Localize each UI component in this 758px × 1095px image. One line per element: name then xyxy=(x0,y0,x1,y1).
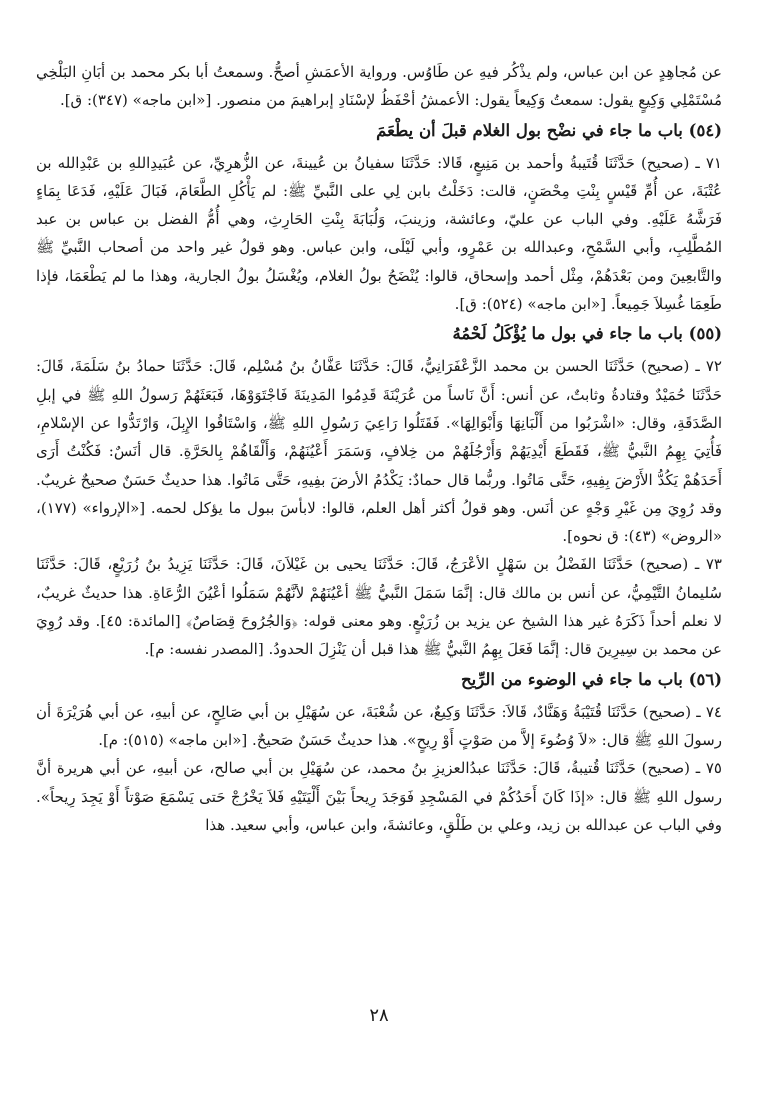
chapter-heading-54: (٥٤) باب ما جاء في نضْح بول الغلام قبلَ أن يطْعَمَ xyxy=(376,120,722,140)
hadith-74-paragraph: ٧٤ ـ (صحيح) حَدَّثَنَا قُتَيْبَةُ وَهَنَّادٌ، قَالاَ: حَدَّثَنَا وَكِيعٌ، عن شُعْبَةَ، عن سُهَيْلِ بن أبي صَالِحٍ، عن أبيهِ، عن أبي هُرَيْرَةَ أن رسولَ اللهِ ﷺ قال: «لاَ وُضُوءَ إلاَّ من صَوْتٍ أَوْ رِيحٍ». هذا حديثٌ حَسَنٌ صَحيحٌ. [«ابن ماجه» (٥١٥): م]. xyxy=(36,702,722,749)
hadith-71-paragraph: ٧١ ـ (صحيح) حَدَّثَنَا قُتَيبةُ وأحمد بن مَنِيعٍ، قَالا: حَدَّثَنَا سفيانُ بن عُيينةَ، عن الزُّهرِيِّ، عن عُبَيدِاللهِ بن عَبْدِالله بن عُتْبَةَ، عن أُمِّ قَيْسٍ بِنْتِ مِحْصَنٍ، قالت: دَخَلْتُ بابن لِي على النَّبيِّ ﷺ: لم يَأْكُلِ الطَّعَامَ، فَبَالَ عَلَيْهِ، فَدَعَا بِمَاءٍ فَرَشَّهُ عَلَيْهِ. وفي الباب عن عليّ، وعائشة، وزينبَ، وَلُبَابَةَ بِنْتِ الحَارِثِ، وهي أُمُّ الفضل بن عباس بن عبد المُطَّلِبِ، وأبي السَّمْحِ، وعبدالله بن عَمْرٍو، وأبي لَيْلَى، وابن عباس. وهو قولُ غير واحد من أصحاب النَّبيِّ ﷺ والتَّابعِينَ ومن بَعْدَهُمْ، مِثْل أحمد وإسحاق، قالوا: يُنْضَحُ بولُ الغلام، ويُغْسَلُ بولُ الجارية، وهذا ما لم يَطْعَمَا، فإذا طَعِمَا غُسِلاَ جَمِيعاً. [«ابن ماجه» (٥٢٤): ق]. xyxy=(36,153,722,314)
chapter-heading-55: (٥٥) باب ما جاء في بول ما يُؤْكَلُ لَحْمُهُ xyxy=(452,324,722,344)
hadith-75-paragraph: ٧٥ ـ (صحيح) حَدَّثَنَا قُتيبةُ، قَالَ: حَدَّثَنَا عبدُالعزيزِ بنُ محمد، عن سُهَيْلِ بن أبي صالح، عن أبيهِ، عن أبي هريرة أنَّ رسول اللهِ ﷺ قال: «إذَا كَانَ أَحَدُكُمْ في المَسْجِدِ فَوَجَدَ رِيحاً بَيْنَ أَلْيَتَيْهِ فَلاَ يَخْرُجْ حَتى يَسْمَعَ صَوْتاً أَوْ يَجِدَ رِيحاً». وفي الباب عن عبدالله بن زيد، وعلي بن طَلْقٍ، وعائشةَ، وابن عباس، وأبي سعيد. هذا xyxy=(36,759,722,834)
page-body xyxy=(36,58,722,839)
page-number: ٢٨ xyxy=(369,1005,389,1026)
hadith-72-paragraph: ٧٢ ـ (صحيح) حَدَّثَنَا الحسن بن محمد الزَّعْفَرَانِيُّ، قَالَ: حَدَّثَنَا عَفَّانُ بنُ مُسْلِم، قَالَ: حَدَّثَنَا حمادُ بنُ سَلَمَةَ، قَالَ: حَدَّثَنَا حُمَيْدٌ وقتادةُ وثابتٌ، عن أنس: أَنَّ نَاساً من عُرَيْنَةَ قَدِمُوا المَدِينَةَ فَاجْتَوَوْهَا، فَبَعَثَهُمْ رَسولُ اللهِ ﷺ في إبلِ الصَّدَقَةِ، وقال: «اشْرَبُوا من أَلْبَانِهَا وَأَبْوَالِهَا». فَقَتَلُوا رَاعِيَ رَسُولِ اللهِ ﷺ، وَاسْتَاقُوا الإِبِلَ، وَارْتَدُّوا عن الإسْلامِ، فَأُتِيَ بِهِمُ النَّبيُّ ﷺ، فَقَطَعَ أَيْدِيَهُمْ وَأَرْجُلَهُمْ من خِلافٍ، وَسَمَرَ أَعْيُنَهُمْ، وَأَلْقَاهُمْ بِالحَرَّةِ. قال أنَسٌ: فَكُنْتُ أَرَى أَحَدَهُمْ يَكُدُّ الأَرْضَ بِفِيهِ، حَتَّى مَاتُوا. وربُّما قال حمادٌ: يَكْدُمُ الأرضَ بفِيهِ، حَتَّى مَاتُوا. هذا حديثٌ حَسَنٌ صحيحٌ غريبٌ. وقد رُوِيَ مِن غَيْرِ وَجْهٍ عن أنَس. وهو قولُ أكثر أهل العلم، قالوا: لابأسَ ببول ما يؤكل لحمه. [«الإرواء» (١٧٧)، «الروض» (٤٣): ق نحوه]. xyxy=(36,357,722,546)
chapter-heading-56: (٥٦) باب ما جاء في الوضوء من الرِّيح xyxy=(461,669,722,689)
continuation-paragraph: عن مُجاهِدٍ عن ابن عباس، ولم يذْكُر فيهِ عن طَاوُس. ورواية الأعمَشِ أصحُّ. وسمعتُ أبا بكر محمد بن أبَانِ البَلْخِي مُسْتَمْلِي وَكِيعٍ يقول: سمعتُ وَكِيعاً يقول: الأعمشُ أحْفَظُ لإسْنَادِ إبراهيمَ من منصور. [«ابن ماجه» (٣٤٧): ق]. xyxy=(36,63,722,110)
hadith-73-paragraph: ٧٣ ـ (صحيح) حَدَّثَنَا الفَضْلُ بن سَهْلٍ الأعْرَجُ، قَالَ: حَدَّثَنَا يحيى بن غَيْلاَنَ، قَالَ: حَدَّثَنَا يَزِيدُ بنُ زُرَيْعٍ، قَالَ: حَدَّثَنَا سُليمانُ التَّيْمِيُّ، عن أنس بن مالك قال: إنَّمَا سَمَلَ النَّبيُّ ﷺ أعْيُنَهُمْ لأنَّهُمْ سَمَلُوا أعْيُنَ الرُّعَاةِ. هذا حديثٌ غريبٌ، لا نعلم أحداً ذَكَرَهُ غير هذا الشيخ عن يزيد بن زُرَيْعٍ. وهو معنى قوله: ﴿وَالجُرُوحَ قِصَاصٌ﴾ [المائدة: ٤٥]. وقد رُوِيَ عن محمد بن سِيرِينَ قال: إنَّمَا فَعَلَ بِهِمُ النَّبيُّ ﷺ هذا قبل أن يَنْزِلَ الحدودُ. [المصدر نفسه: م]. xyxy=(36,555,723,659)
